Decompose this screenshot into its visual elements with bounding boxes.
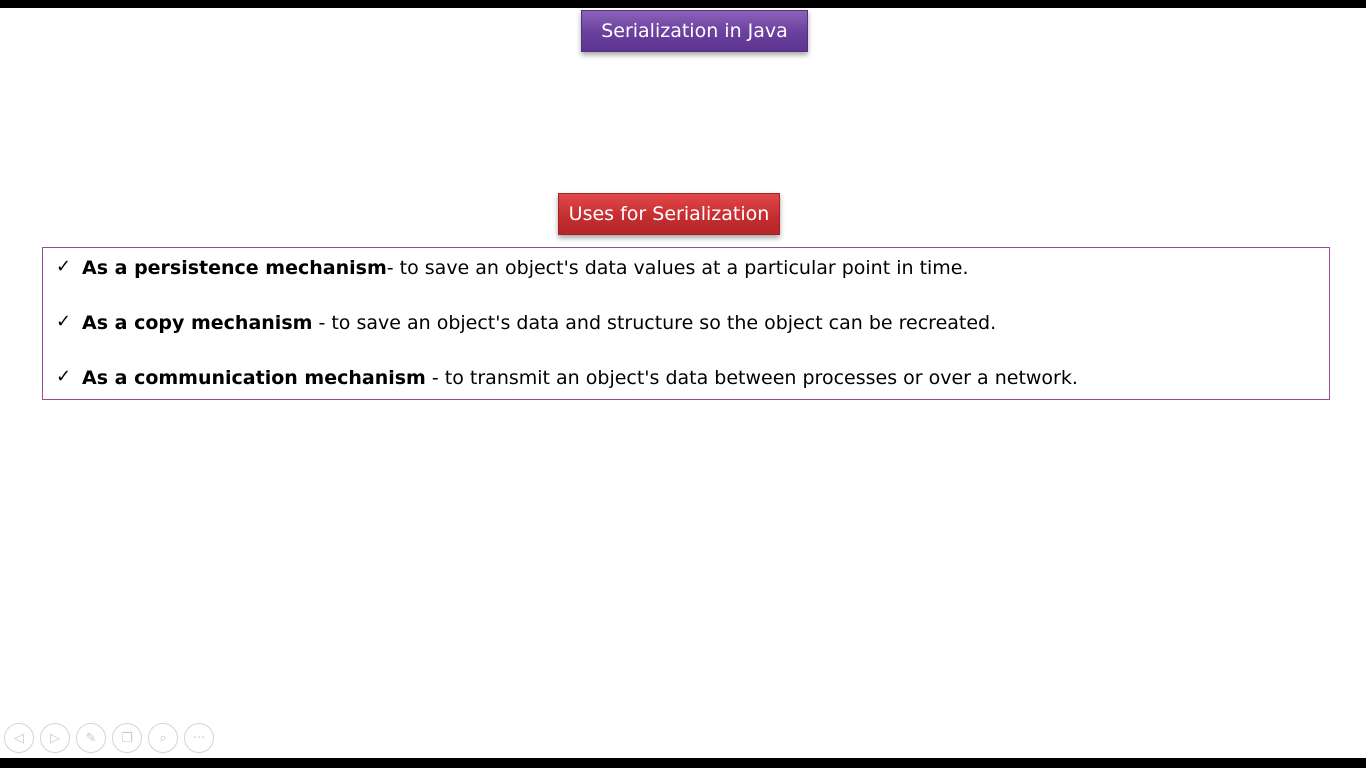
- use-description: - to transmit an object's data between processes or over a network.: [425, 367, 1078, 389]
- section-heading: [558, 193, 780, 235]
- use-description: - to save an object's data values at a particular point in time.: [386, 257, 969, 279]
- uses-list: [42, 247, 1330, 400]
- slide-sorter-icon[interactable]: ❐: [112, 723, 142, 753]
- checkmark-icon: ✓: [56, 365, 72, 387]
- previous-slide-icon[interactable]: ◁: [4, 723, 34, 753]
- zoom-icon[interactable]: ⌕: [148, 723, 178, 753]
- section-heading-text: Uses for Serialization: [568, 203, 770, 225]
- slide-title: [581, 10, 808, 52]
- list-item: [56, 310, 996, 336]
- slide: [0, 8, 1366, 758]
- use-term: As a communication mechanism: [82, 367, 426, 389]
- use-term: As a persistence mechanism: [82, 257, 387, 279]
- use-description: - to save an object's data and structure so the object can be recreated.: [312, 312, 997, 334]
- checkmark-icon: ✓: [56, 310, 72, 332]
- use-term: As a copy mechanism: [82, 312, 313, 334]
- slideshow-controls: [4, 723, 214, 755]
- checkmark-icon: ✓: [56, 255, 72, 277]
- list-item: [56, 365, 1078, 391]
- slide-title-text: Serialization in Java: [601, 20, 788, 42]
- next-slide-icon[interactable]: ▷: [40, 723, 70, 753]
- more-options-icon[interactable]: ···: [184, 723, 214, 753]
- pen-icon[interactable]: ✎: [76, 723, 106, 753]
- list-item: [56, 255, 969, 281]
